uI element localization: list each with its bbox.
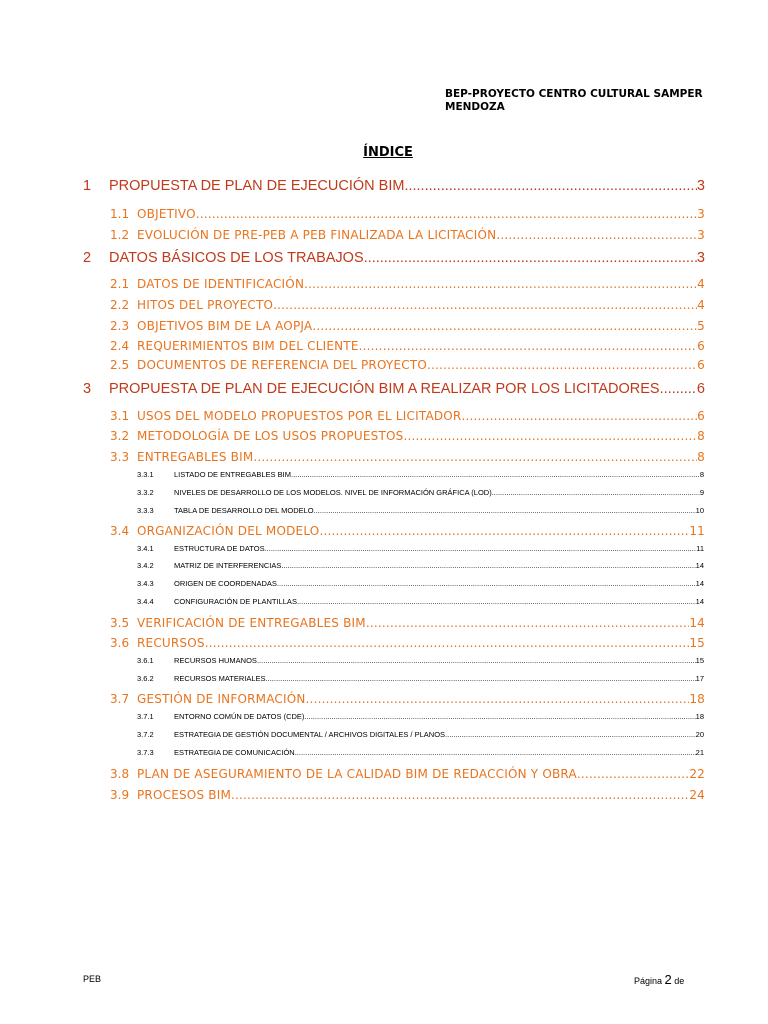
toc-entry-number: 3.3.2	[137, 488, 154, 497]
index-title: ÍNDICE	[363, 145, 413, 160]
toc-entry-level-2[interactable]	[110, 788, 705, 806]
toc-entry-number: 3.7	[110, 692, 130, 706]
toc-entry-level-2[interactable]	[110, 298, 705, 316]
toc-entry-label: ESTRATEGIA DE GESTIÓN DOCUMENTAL / ARCHIVOS DIGITALES / PLANOS	[174, 730, 446, 739]
toc-entry-page: 4	[697, 277, 705, 291]
toc-entry-number: 3.4.1	[137, 544, 154, 553]
toc-entry-level-1[interactable]	[83, 250, 705, 270]
toc-entry-number: 3.3	[110, 450, 130, 464]
toc-dot-leader	[577, 767, 689, 781]
toc-dot-leader	[306, 692, 690, 706]
toc-entry-level-2[interactable]	[110, 450, 705, 468]
toc-entry-label: ESTRATEGIA DE COMUNICACIÓN	[174, 748, 295, 757]
toc-dot-leader	[366, 616, 689, 630]
toc-dot-leader	[445, 730, 696, 739]
toc-entry-level-3[interactable]	[137, 730, 704, 742]
toc-entry-number: 3.7.2	[137, 730, 154, 739]
toc-entry-number: 1	[83, 178, 92, 194]
toc-dot-leader	[492, 488, 700, 497]
toc-entry-number: 3.3.1	[137, 470, 154, 479]
toc-entry-label: RECURSOS	[137, 636, 205, 650]
toc-dot-leader	[319, 524, 689, 538]
toc-entry-number: 3	[83, 381, 92, 397]
toc-entry-page: 24	[689, 788, 705, 802]
toc-entry-page: 3	[697, 228, 705, 242]
toc-entry-page: 21	[695, 748, 704, 757]
toc-dot-leader	[291, 470, 700, 479]
toc-entry-level-2[interactable]	[110, 277, 705, 295]
toc-dot-leader	[496, 228, 697, 242]
toc-entry-number: 2	[83, 250, 92, 266]
toc-entry-page: 6	[696, 381, 705, 397]
toc-entry-label: HITOS DEL PROYECTO	[137, 298, 274, 312]
toc-entry-number: 3.4.3	[137, 579, 154, 588]
toc-entry-number: 2.1	[110, 277, 130, 291]
toc-entry-label: PROCESOS BIM	[137, 788, 231, 802]
toc-entry-page: 3	[696, 178, 705, 194]
toc-entry-page: 20	[695, 730, 704, 739]
toc-entry-number: 3.6	[110, 636, 130, 650]
toc-entry-number: 3.4	[110, 524, 130, 538]
toc-entry-level-3[interactable]	[137, 674, 704, 686]
toc-entry-level-2[interactable]	[110, 524, 705, 542]
toc-entry-page: 14	[695, 561, 704, 570]
toc-entry-label: DATOS DE IDENTIFICACIÓN	[137, 277, 305, 291]
toc-entry-level-3[interactable]	[137, 544, 704, 556]
toc-entry-level-3[interactable]	[137, 656, 704, 668]
toc-entry-page: 22	[689, 767, 705, 781]
toc-entry-level-2[interactable]	[110, 358, 705, 376]
toc-entry-page: 6	[697, 358, 705, 372]
toc-entry-level-2[interactable]	[110, 429, 705, 447]
toc-entry-number: 2.3	[110, 319, 130, 333]
toc-entry-label: NIVELES DE DESARROLLO DE LOS MODELOS. NIVEL DE INFORMACIÓN GRÁFICA (LOD)	[174, 488, 492, 497]
toc-entry-label: ORGANIZACIÓN DEL MODELO	[137, 524, 320, 538]
toc-dot-leader	[403, 429, 697, 443]
toc-entry-number: 3.5	[110, 616, 130, 630]
toc-dot-leader	[231, 788, 689, 802]
toc-entry-level-1[interactable]	[83, 381, 705, 401]
footer-page-suffix: de	[674, 976, 685, 986]
toc-entry-level-3[interactable]	[137, 748, 704, 760]
toc-entry-level-1[interactable]	[83, 178, 705, 198]
toc-entry-level-2[interactable]	[110, 339, 705, 357]
toc-dot-leader	[297, 597, 696, 606]
toc-entry-number: 3.9	[110, 788, 130, 802]
toc-entry-number: 3.1	[110, 409, 130, 423]
toc-entry-label: TABLA DE DESARROLLO DEL MODELO	[174, 506, 314, 515]
toc-dot-leader	[277, 579, 696, 588]
toc-entry-number: 3.6.1	[137, 656, 154, 665]
toc-entry-page: 14	[689, 616, 705, 630]
toc-entry-label: RECURSOS MATERIALES	[174, 674, 266, 683]
toc-entry-label: ENTORNO COMÚN DE DATOS (CDE)	[174, 712, 305, 721]
toc-dot-leader	[427, 358, 697, 372]
toc-dot-leader	[314, 506, 696, 515]
toc-dot-leader	[364, 250, 697, 266]
toc-entry-number: 2.2	[110, 298, 130, 312]
toc-entry-label: PROPUESTA DE PLAN DE EJECUCIÓN BIM	[109, 178, 405, 194]
toc-entry-label: OBJETIVO	[137, 207, 196, 221]
toc-entry-number: 3.7.3	[137, 748, 154, 757]
toc-entry-level-2[interactable]	[110, 409, 705, 427]
toc-entry-label: ESTRUCTURA DE DATOS	[174, 544, 265, 553]
footer-document-code: PEB	[83, 974, 102, 984]
toc-entry-level-3[interactable]	[137, 506, 704, 518]
toc-entry-label: EVOLUCIÓN DE PRE-PEB A PEB FINALIZADA LA LICITACIÓN	[137, 228, 497, 242]
footer-page-number: 2	[664, 972, 672, 987]
toc-entry-level-2[interactable]	[110, 207, 705, 225]
toc-entry-number: 3.6.2	[137, 674, 154, 683]
toc-entry-page: 17	[695, 674, 704, 683]
toc-entry-number: 3.3.3	[137, 506, 154, 515]
document-header-title: BEP-PROYECTO CENTRO CULTURAL SAMPER MENDOZA	[445, 88, 703, 113]
toc-entry-label: DATOS BÁSICOS DE LOS TRABAJOS	[109, 250, 364, 266]
toc-entry-page: 15	[689, 636, 705, 650]
toc-entry-label: METODOLOGÍA DE LOS USOS PROPUESTOS	[137, 429, 404, 443]
toc-entry-level-3[interactable]	[137, 712, 704, 724]
toc-dot-leader	[660, 381, 697, 397]
toc-dot-leader	[273, 298, 697, 312]
toc-entry-page: 8	[697, 450, 705, 464]
toc-entry-label: GESTIÓN DE INFORMACIÓN	[137, 692, 306, 706]
toc-entry-number: 1.1	[110, 207, 130, 221]
toc-dot-leader	[304, 712, 695, 721]
toc-dot-leader	[304, 277, 697, 291]
toc-entry-level-2[interactable]	[110, 767, 705, 785]
toc-entry-page: 14	[695, 597, 704, 606]
toc-entry-page: 6	[697, 409, 705, 423]
toc-entry-page: 11	[696, 544, 704, 553]
toc-dot-leader	[281, 561, 695, 570]
toc-entry-number: 3.4.2	[137, 561, 154, 570]
toc-entry-label: ORIGEN DE COORDENADAS	[174, 579, 277, 588]
toc-entry-page: 8	[699, 470, 704, 479]
toc-entry-label: DOCUMENTOS DE REFERENCIA DEL PROYECTO	[137, 358, 427, 372]
toc-dot-leader	[266, 674, 696, 683]
toc-entry-level-3[interactable]	[137, 561, 704, 573]
toc-entry-label: CONFIGURACIÓN DE PLANTILLAS	[174, 597, 297, 606]
toc-entry-label: RECURSOS HUMANOS	[174, 656, 257, 665]
toc-entry-level-2[interactable]	[110, 692, 705, 710]
toc-entry-level-2[interactable]	[110, 319, 705, 337]
toc-entry-level-2[interactable]	[110, 616, 705, 634]
toc-entry-page: 18	[689, 692, 705, 706]
toc-entry-page: 4	[697, 298, 705, 312]
toc-dot-leader	[359, 339, 698, 353]
toc-dot-leader	[257, 656, 696, 665]
toc-entry-number: 3.7.1	[137, 712, 154, 721]
toc-entry-label: PROPUESTA DE PLAN DE EJECUCIÓN BIM A REALIZAR POR LOS LICITADORES	[109, 381, 660, 397]
toc-entry-level-3[interactable]	[137, 488, 704, 500]
toc-entry-number: 2.5	[110, 358, 130, 372]
toc-entry-page: 3	[696, 250, 705, 266]
toc-entry-page: 5	[697, 319, 705, 333]
footer-page-indicator	[634, 972, 684, 987]
toc-entry-page: 18	[695, 712, 704, 721]
toc-dot-leader	[295, 748, 696, 757]
toc-entry-number: 1.2	[110, 228, 130, 242]
toc-dot-leader	[461, 409, 697, 423]
toc-entry-page: 3	[697, 207, 705, 221]
toc-entry-label: REQUERIMIENTOS BIM DEL CLIENTE	[137, 339, 359, 353]
toc-entry-page: 10	[695, 506, 704, 515]
toc-dot-leader	[205, 636, 690, 650]
toc-entry-number: 3.8	[110, 767, 130, 781]
toc-entry-level-3[interactable]	[137, 579, 704, 591]
footer-page-prefix: Página	[634, 976, 663, 986]
toc-entry-page: 15	[695, 656, 704, 665]
toc-dot-leader	[253, 450, 697, 464]
toc-entry-label: LISTADO DE ENTREGABLES BIM	[174, 470, 291, 479]
toc-entry-level-3[interactable]	[137, 597, 704, 609]
toc-entry-page: 9	[699, 488, 704, 497]
toc-dot-leader	[265, 544, 697, 553]
toc-entry-number: 3.4.4	[137, 597, 154, 606]
toc-entry-label: VERIFICACIÓN DE ENTREGABLES BIM	[137, 616, 366, 630]
toc-entry-level-2[interactable]	[110, 228, 705, 246]
toc-entry-page: 6	[697, 339, 705, 353]
toc-entry-page: 11	[689, 524, 705, 538]
toc-entry-page: 8	[697, 429, 705, 443]
toc-entry-number: 3.2	[110, 429, 130, 443]
toc-entry-level-2[interactable]	[110, 636, 705, 654]
toc-dot-leader	[312, 319, 697, 333]
toc-dot-leader	[404, 178, 696, 194]
toc-entry-label: USOS DEL MODELO PROPUESTOS POR EL LICITADOR	[137, 409, 462, 423]
toc-dot-leader	[196, 207, 697, 221]
toc-entry-page: 14	[695, 579, 704, 588]
toc-entry-label: MATRIZ DE INTERFERENCIAS	[174, 561, 282, 570]
toc-entry-label: OBJETIVOS BIM DE LA AOPJA	[137, 319, 313, 333]
toc-entry-label: PLAN DE ASEGURAMIENTO DE LA CALIDAD BIM DE REDACCIÓN Y OBRA	[137, 767, 577, 781]
toc-entry-label: ENTREGABLES BIM	[137, 450, 254, 464]
toc-entry-number: 2.4	[110, 339, 130, 353]
toc-entry-level-3[interactable]	[137, 470, 704, 482]
